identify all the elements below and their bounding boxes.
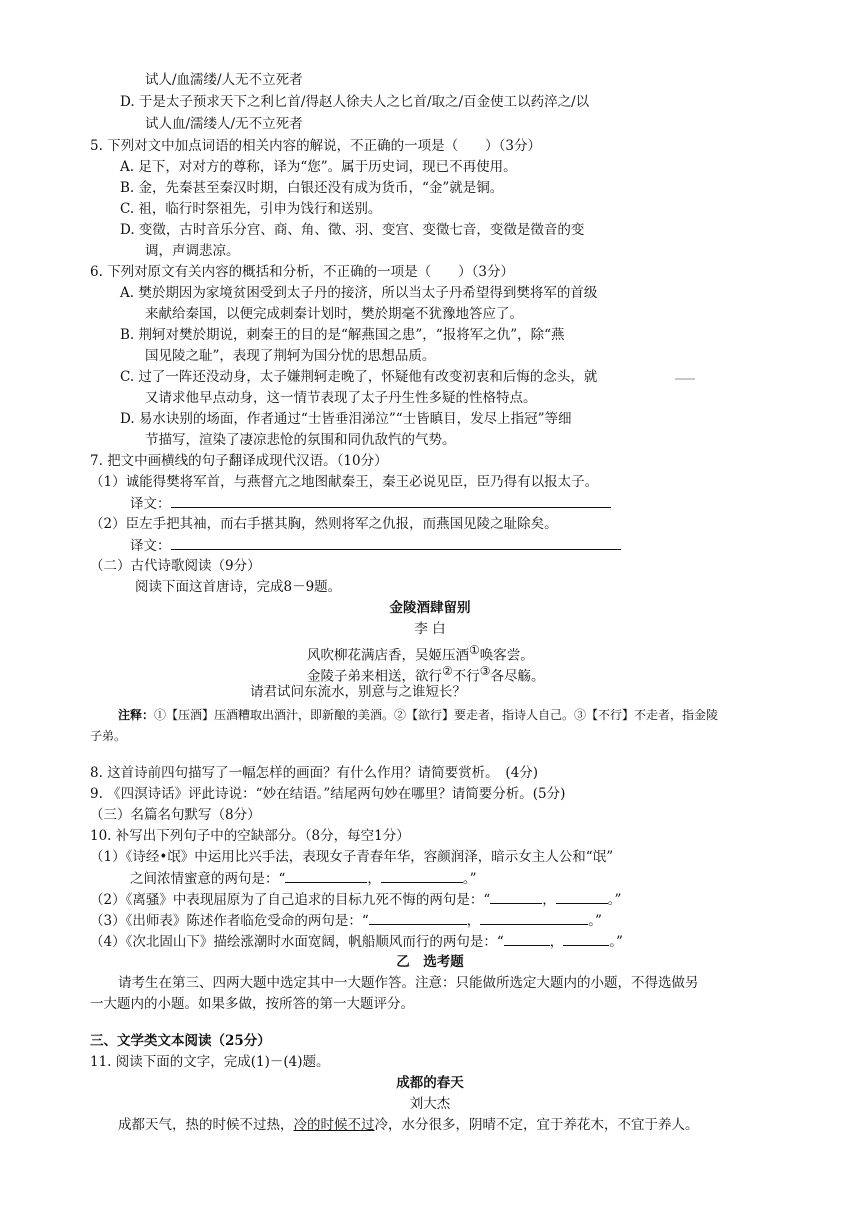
- q10-2-suffix: 。”: [607, 892, 622, 908]
- q10-4-prefix: （4）《次北固山下》描绘涨潮时水面宽阔，帆船顺风而行的两句是：“: [90, 934, 504, 950]
- part-b-title: 乙 选考题: [396, 954, 464, 970]
- q10-1-blank-2[interactable]: [381, 868, 463, 883]
- q6-option-d-line2: 节描写，渲染了凄凉悲怆的氛围和同仇敌忾的气势。: [145, 432, 456, 448]
- q10-item-4: [90, 931, 623, 952]
- q10-1-suffix: 。”: [462, 871, 477, 887]
- q10-2-prefix: （2）《离骚》中表现屈原为了自己追求的目标九死不悔的两句是：“: [90, 892, 491, 908]
- q7-stem: 7. 把文中画横线的句子翻译成现代汉语。（10分）: [90, 453, 388, 469]
- q6-option-b-line1: B. 荆轲对樊於期说，刺秦王的目的是“解燕国之患”，“报将军之仇”，除“燕: [120, 327, 565, 343]
- essay-paragraph-1: [118, 1115, 699, 1135]
- q5-stem: 5. 下列对文中加点词语的相关内容的解说，不正确的一项是（ ）（3分）: [90, 138, 542, 154]
- q7-answer-2-blank[interactable]: [171, 535, 621, 550]
- part-b-instructions-2: 一大题内的小题。如果多做，按所答的第一大题评分。: [90, 996, 414, 1012]
- poem-author: 李 白: [414, 621, 446, 637]
- q7-answer-2: [130, 535, 621, 556]
- margin-mark: [675, 378, 695, 380]
- q10-item-2: [90, 889, 621, 910]
- q4-option-d-line2: 试人血/濡缕人/无不立死者: [145, 116, 303, 132]
- poem-notes-line2: 子弟。: [90, 729, 127, 743]
- part-b-instructions-1: 请考生在第三、四两大题中选定其中一大题作答。注意：只能做所选定大题内的小题，不得选做另: [118, 975, 699, 991]
- poem-line-2a: 金陵子弟来相送，欲行: [307, 668, 442, 685]
- essay-title: 成都的春天: [396, 1075, 464, 1091]
- q11-stem: 11. 阅读下面的文字，完成(1)－(4)题。: [90, 1054, 330, 1070]
- q10-3-sep: ，: [466, 913, 481, 929]
- q4-option-c-tail: 试人/血濡缕/人无不立死者: [145, 72, 303, 88]
- essay-p1-end: 冷，水分很多，阴晴不定，宜于养花木，不宜于养人。: [374, 1117, 699, 1133]
- poem-title: 金陵酒肆留别: [389, 600, 471, 616]
- q10-2-blank-2[interactable]: [556, 889, 608, 904]
- section-3-heading: （三）名篇名句默写（8分）: [90, 807, 261, 823]
- essay-p1-start: 成都天气，热的时候不过热，: [118, 1117, 294, 1133]
- essay-p1-underlined: 冷的时候不过: [293, 1117, 375, 1133]
- q10-item-1-line1: （1）《诗经•氓》中运用比兴手法，表现女子青春年华，容颜润泽，暗示女主人公和“氓”: [90, 849, 614, 865]
- poem-notes-line1: [118, 705, 718, 725]
- q10-3-prefix: （3）《出师表》陈述作者临危受命的两句是：“: [90, 913, 369, 929]
- poem-line-3: 请君试问东流水，别意与之谁短长？: [250, 684, 466, 700]
- q7-answer-2-label: 译文：: [130, 538, 171, 554]
- q10-item-1-line2: [130, 868, 477, 889]
- q5-option-d-line2: 调，声调悲凉。: [145, 243, 240, 259]
- q10-2-sep: ，: [542, 892, 556, 908]
- poem-line-1b: 唤客尝。: [479, 647, 534, 664]
- q7-answer-1: [130, 493, 611, 514]
- q7-answer-1-label: 译文：: [130, 496, 171, 512]
- essay-author: 刘大杰: [409, 1096, 451, 1112]
- poem-section-heading: （二）古代诗歌阅读（9分）: [90, 558, 261, 574]
- notes-text: ①【压酒】压酒糟取出酒汁，即新酿的美酒。②【欲行】要走者，指诗人自己。③【不行】不走者，指金陵: [154, 708, 719, 722]
- q5-option-d-line1: D. 变徵，古时音乐分宫、商、角、徵、羽、变宫、变徵七音，变徵是徵音的变: [120, 222, 585, 238]
- notes-label: 注释：: [118, 708, 155, 722]
- q7-sentence-2: （2）臣左手把其袖，而右手揕其胸，然则将军之仇报，而燕国见陵之耻除矣。: [90, 516, 558, 532]
- q5-option-c: C. 祖，临行时祭祖先，引申为饯行和送别。: [120, 201, 382, 217]
- q10-item-3: [90, 910, 602, 931]
- note-ref-2: ②: [442, 664, 453, 678]
- q10-3-blank-1[interactable]: [369, 910, 467, 925]
- q6-stem: 6. 下列对原文有关内容的概括和分析，不正确的一项是（ ）（3分）: [90, 264, 515, 280]
- q10-stem: 10. 补写出下列句子中的空缺部分。（8分，每空1分）: [90, 828, 410, 844]
- q10-1-blank-1[interactable]: [285, 868, 367, 883]
- poem-line-2c: 各尽觞。: [490, 668, 545, 685]
- q6-option-a-line1: A. 樊於期因为家境贫困受到太子丹的接济，所以当太子丹希望得到樊将军的首级: [120, 285, 598, 301]
- q10-4-blank-2[interactable]: [563, 931, 609, 946]
- q5-option-a: A. 足下，对对方的尊称，译为“您”。属于历史词，现已不再使用。: [120, 159, 517, 175]
- q10-3-blank-2[interactable]: [480, 910, 588, 925]
- poem-intro: 阅读下面这首唐诗，完成8－9题。: [135, 579, 342, 595]
- poem-line-2b: 不行: [452, 668, 480, 685]
- q5-option-b: B. 金，先秦甚至秦汉时期，白银还没有成为货币，“金”就是铜。: [120, 180, 504, 196]
- poem-line-1a: 风吹柳花满店香，吴姬压酒: [307, 647, 469, 664]
- q4-option-d-line1: D. 于是太子预求天下之利匕首/得赵人徐夫人之匕首/取之/百金使工以药淬之/以: [120, 94, 590, 110]
- q6-option-b-line2: 国见陵之耻”，表现了荆轲为国分忧的思想品质。: [145, 348, 436, 364]
- q8: 8. 这首诗前四句描写了一幅怎样的画面？有什么作用？请简要赏析。 (4分): [90, 765, 539, 781]
- q7-answer-1-blank[interactable]: [171, 493, 611, 508]
- note-ref-1: ①: [469, 643, 480, 657]
- q6-option-a-line2: 来献给秦国，以便完成刺秦计划时，樊於期毫不犹豫地答应了。: [145, 306, 523, 322]
- section-lit-heading: 三、文学类文本阅读（25分）: [90, 1033, 271, 1049]
- q10-3-suffix: 。”: [588, 913, 602, 929]
- q10-2-blank-1[interactable]: [490, 889, 542, 904]
- q10-1-prefix: 之间浓情蜜意的两句是：“: [130, 871, 286, 887]
- q6-option-c-line1: C. 过了一阵还没动身，太子嫌荆轲走晚了，怀疑他有改变初衷和后悔的念头，就: [120, 369, 598, 385]
- q9: 9. 《四溟诗话》评此诗说：“妙在结语。”结尾两句妙在哪里？请简要分析。(5分): [90, 786, 566, 802]
- q7-sentence-1: （1）诚能得樊将军首，与燕督亢之地图献秦王，秦王必说见臣，臣乃得有以报太子。: [90, 474, 599, 490]
- q10-4-suffix: 。”: [609, 934, 623, 950]
- q10-1-sep: ，: [367, 871, 381, 887]
- q10-4-sep: ，: [549, 934, 564, 950]
- note-ref-3: ③: [479, 664, 491, 678]
- q6-option-d-line1: D. 易水诀别的场面，作者通过“士皆垂泪涕泣”“士皆瞋目，发尽上指冠”等细: [120, 411, 572, 427]
- q10-4-blank-1[interactable]: [504, 931, 550, 946]
- q6-option-c-line2: 又请求他早点动身，这一情节表现了太子丹生性多疑的性格特点。: [145, 390, 537, 406]
